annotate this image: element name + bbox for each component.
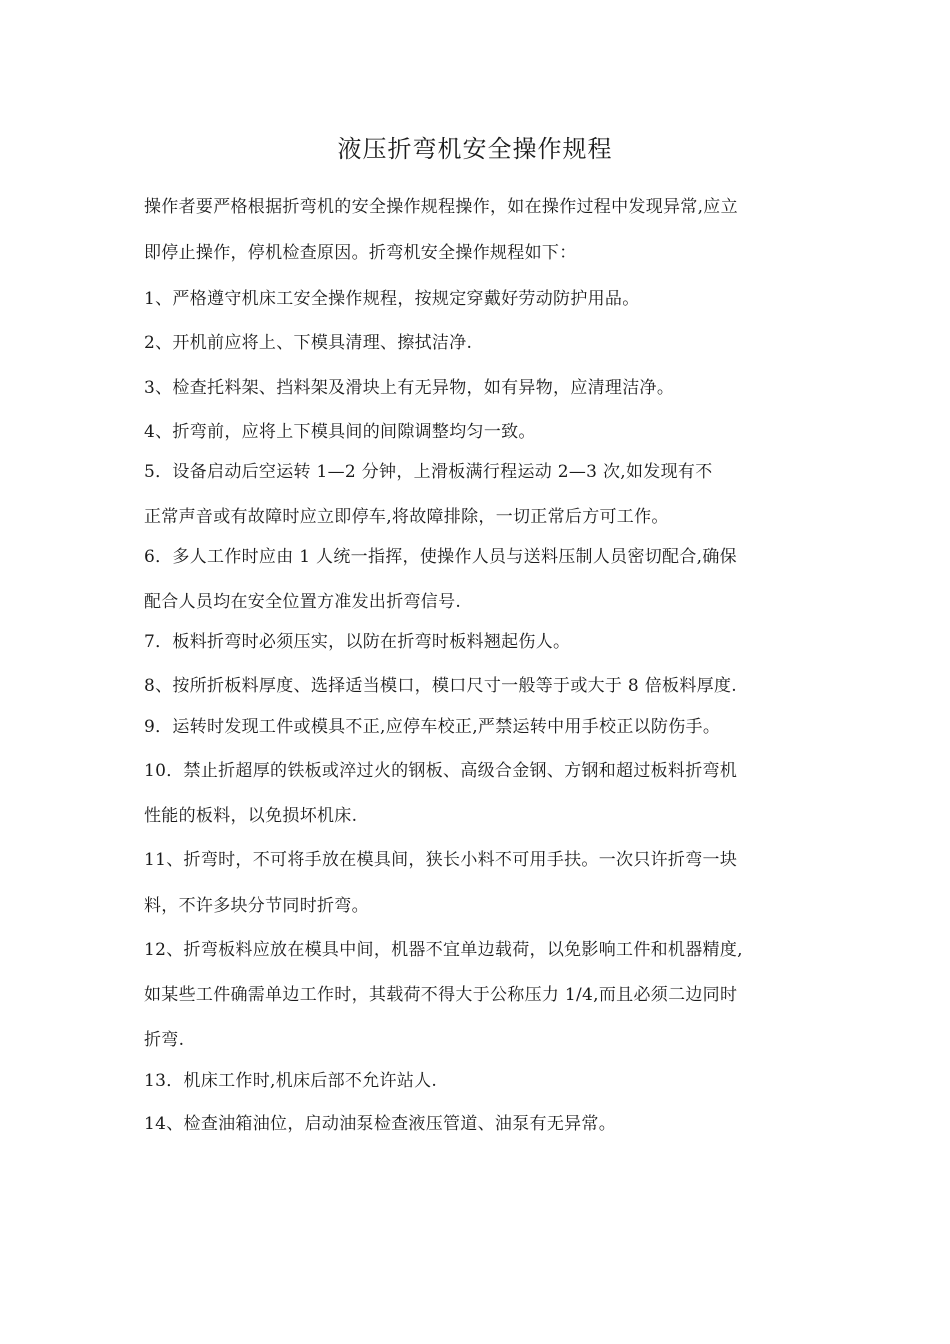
rule-6-line-2: 配合人员均在安全位置方准发出折弯信号.	[144, 592, 462, 612]
rule-12-line-1: 12、折弯板料应放在模具中间，机器不宜单边载荷，以免影响工件和机器精度,	[144, 940, 743, 960]
rule-7: 7．板料折弯时必须压实，以防在折弯时板料翘起伤人。	[144, 632, 571, 652]
document-title: 液压折弯机安全操作规程	[337, 135, 613, 163]
rule-11-line-2: 料，不许多块分节同时折弯。	[144, 896, 369, 916]
rule-5-line-2: 正常声音或有故障时应立即停车,将故障排除，一切正常后方可工作。	[144, 507, 669, 527]
rule-6-line-1: 6．多人工作时应由 1 人统一指挥，使操作人员与送料压制人员密切配合,确保	[144, 547, 737, 567]
rule-9: 9．运转时发现工件或模具不正,应停车校正,严禁运转中用手校正以防伤手。	[144, 717, 721, 737]
rule-12-line-3: 折弯.	[144, 1030, 185, 1050]
rule-14: 14、检查油箱油位，启动油泵检查液压管道、油泵有无异常。	[144, 1114, 617, 1134]
rule-5-line-1: 5．设备启动后空运转 1—2 分钟，上滑板满行程运动 2—3 次,如发现有不	[144, 462, 713, 482]
intro-line-1: 操作者要严格根据折弯机的安全操作规程操作，如在操作过程中发现异常,应立	[144, 197, 738, 217]
rule-1: 1、严格遵守机床工安全操作规程，按规定穿戴好劳动防护用品。	[144, 289, 640, 309]
rule-4: 4、折弯前，应将上下模具间的间隙调整均匀一致。	[144, 422, 536, 442]
rule-3: 3、检查托料架、挡料架及滑块上有无异物，如有异物，应清理洁净。	[144, 378, 675, 398]
rule-11-line-1: 11、折弯时，不可将手放在模具间，狭长小料不可用手扶。一次只许折弯一块	[144, 850, 738, 870]
rule-10-line-2: 性能的板料，以免损坏机床.	[144, 806, 358, 826]
rule-10-line-1: 10．禁止折超厚的铁板或淬过火的钢板、高级合金钢、方钢和超过板料折弯机	[144, 761, 738, 781]
intro-line-2: 即停止操作，停机检查原因。折弯机安全操作规程如下：	[144, 243, 577, 263]
rule-2: 2、开机前应将上、下模具清理、擦拭洁净.	[144, 333, 473, 353]
rule-8: 8、按所折板料厚度、选择适当模口，模口尺寸一般等于或大于 8 倍板料厚度.	[144, 676, 737, 696]
rule-13: 13．机床工作时,机床后部不允许站人.	[144, 1071, 438, 1091]
rule-12-line-2: 如某些工件确需单边工作时，其载荷不得大于公称压力 1/4,而且必须二边同时	[144, 985, 738, 1005]
